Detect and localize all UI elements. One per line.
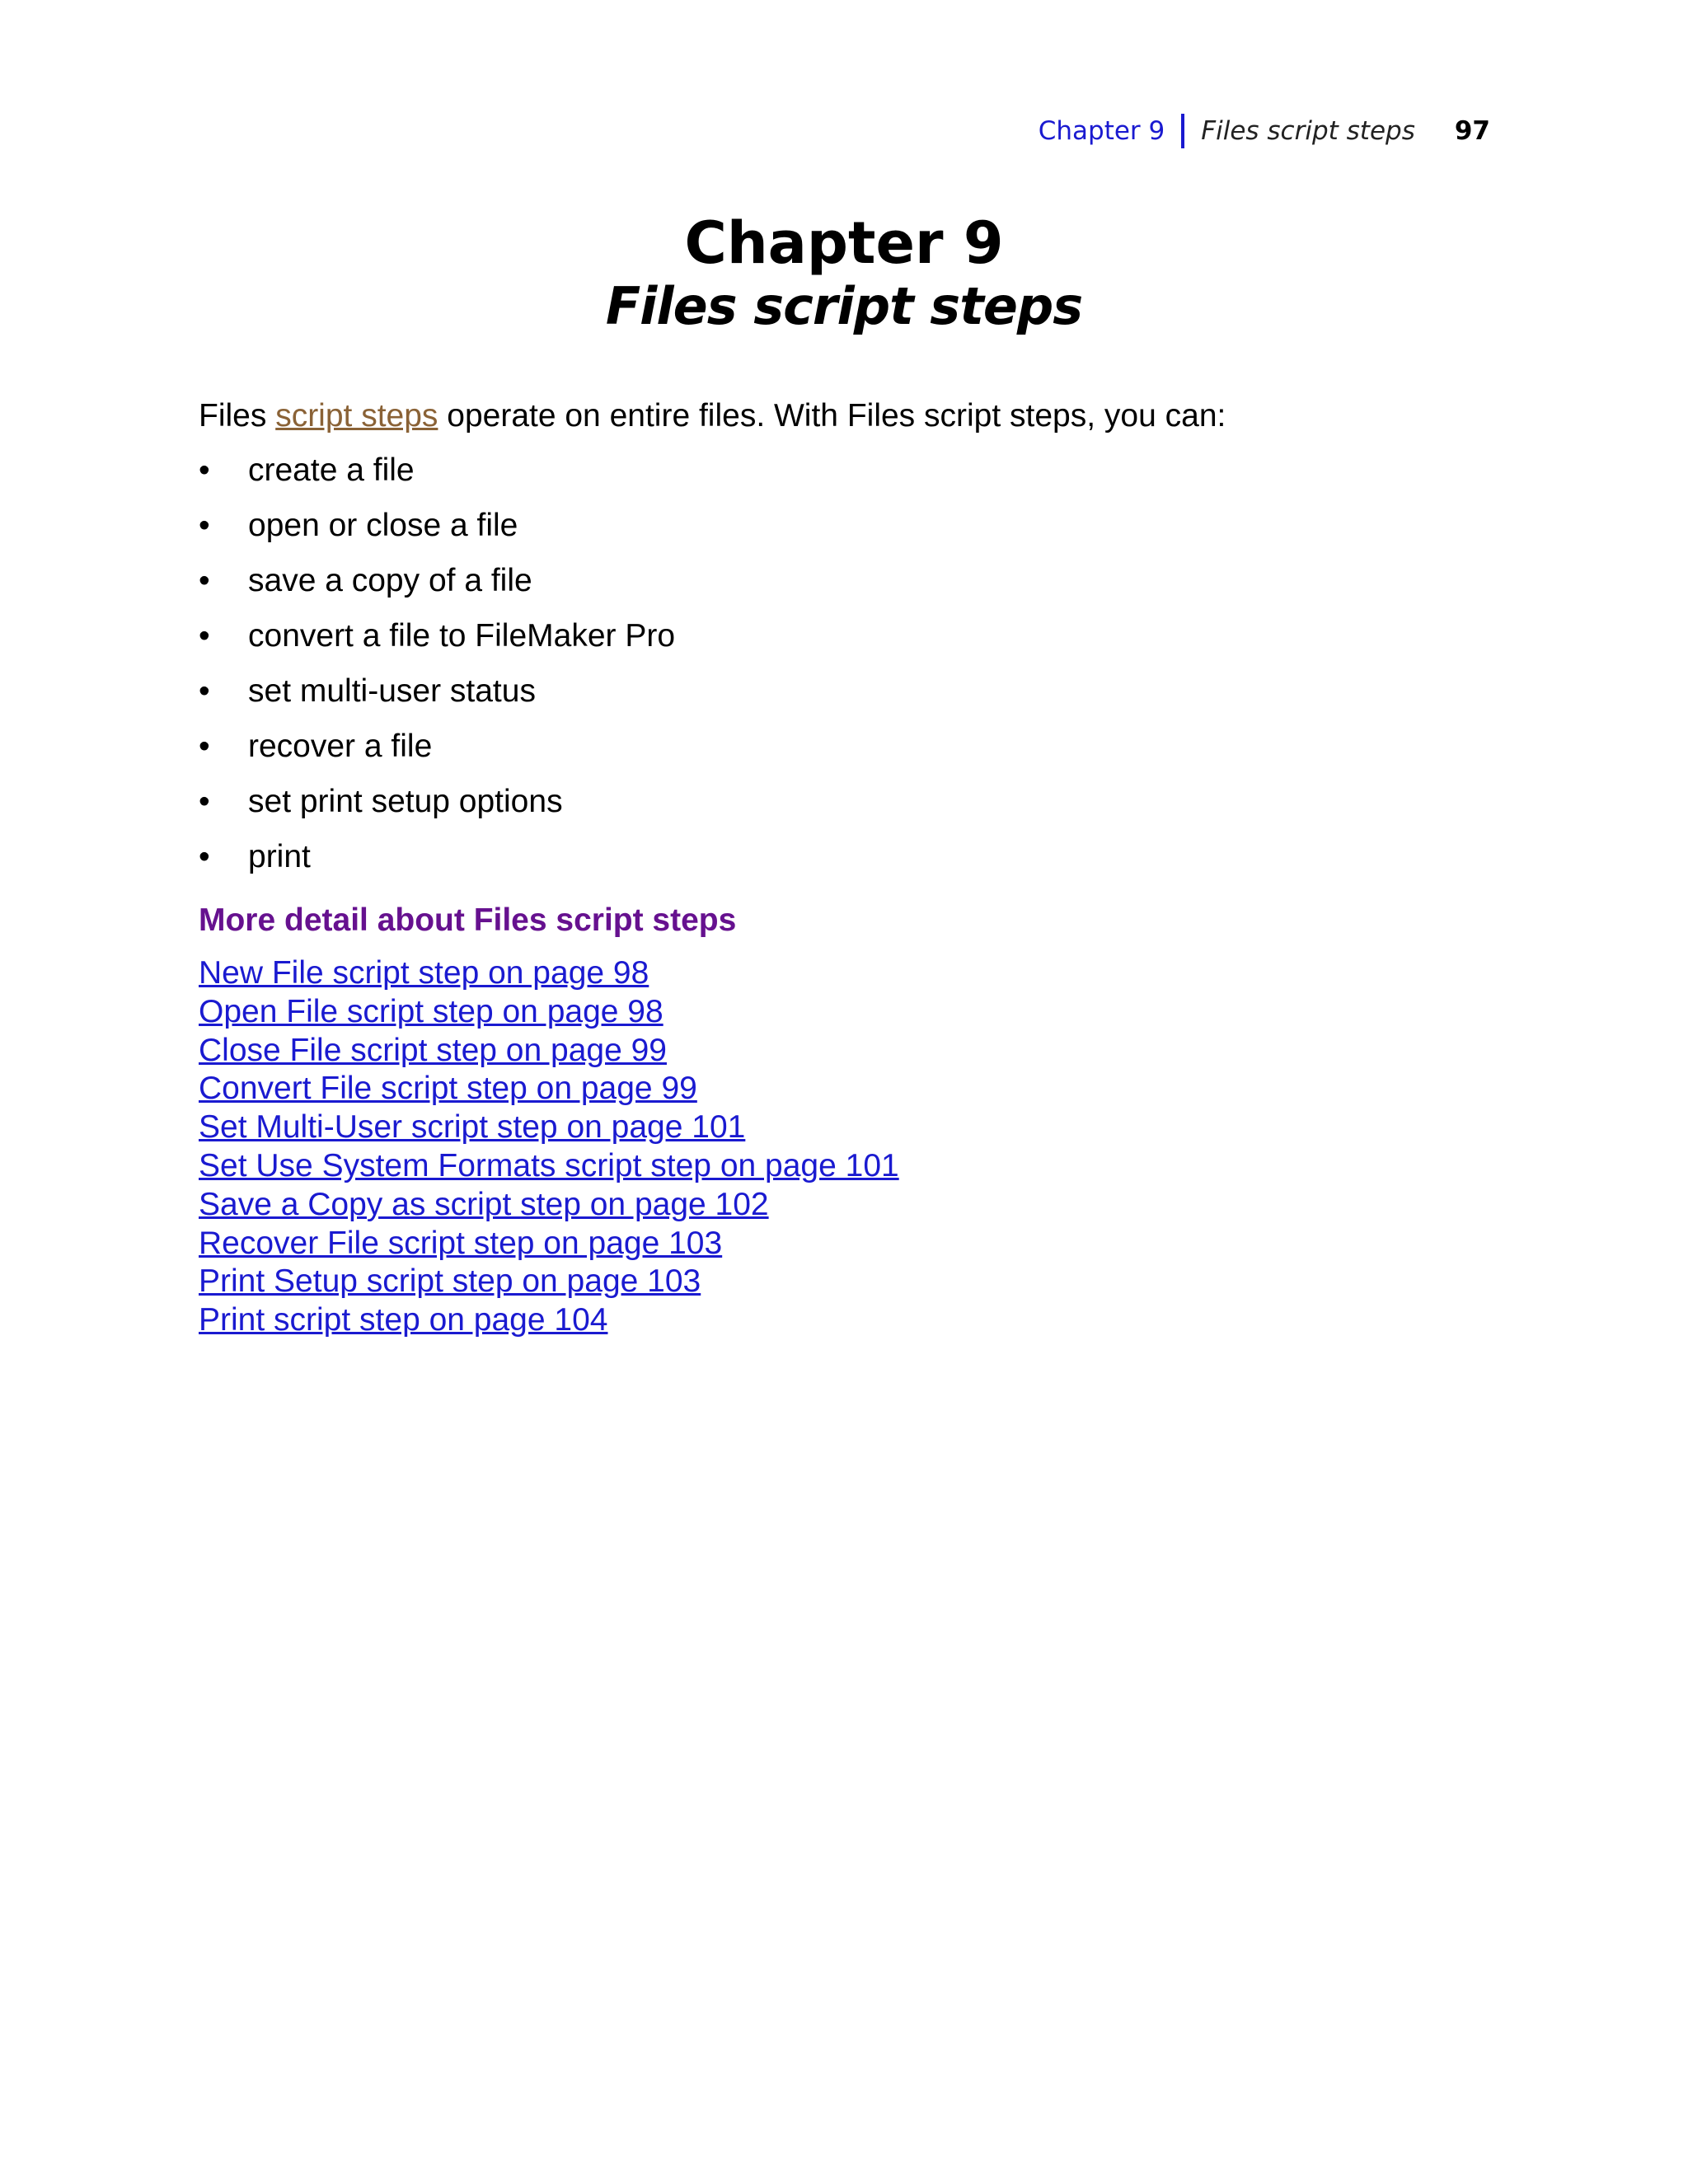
- link-item: [199, 1301, 1517, 1340]
- bullet-icon: •: [199, 673, 210, 709]
- link-item: [199, 1032, 1517, 1071]
- script-steps-link[interactable]: script steps: [275, 398, 438, 434]
- link-open-file[interactable]: Open File script step on page 98: [199, 993, 663, 1029]
- chapter-title: Chapter 9: [684, 209, 1004, 277]
- intro-text-before: Files: [199, 398, 276, 434]
- link-print-setup[interactable]: Print Setup script step on page 103: [199, 1263, 701, 1300]
- running-header: [1039, 114, 1490, 148]
- page-number: 97: [1454, 115, 1490, 146]
- capabilities-list: [199, 448, 1517, 890]
- link-save-a-copy-as[interactable]: Save a Copy as script step on page 102: [199, 1186, 769, 1222]
- list-item: [199, 614, 1517, 669]
- link-item: [199, 1186, 1517, 1225]
- list-item: [199, 669, 1517, 724]
- list-item-text: save a copy of a file: [248, 563, 532, 598]
- bullet-icon: •: [199, 452, 210, 488]
- intro-paragraph: [199, 394, 1517, 438]
- bullet-icon: •: [199, 508, 210, 543]
- list-item: [199, 504, 1517, 559]
- link-item: [199, 1263, 1517, 1301]
- link-new-file[interactable]: New File script step on page 98: [199, 955, 649, 991]
- link-recover-file[interactable]: Recover File script step on page 103: [199, 1225, 723, 1261]
- list-item-text: set multi-user status: [248, 673, 536, 709]
- link-item: [199, 1147, 1517, 1186]
- link-convert-file[interactable]: Convert File script step on page 99: [199, 1071, 697, 1107]
- list-item-text: set print setup options: [248, 784, 563, 819]
- link-item: [199, 954, 1517, 993]
- detail-links: [199, 954, 1517, 1340]
- bullet-icon: •: [199, 839, 210, 874]
- intro-text-after: operate on entire files. With Files script steps, you can:: [438, 398, 1226, 434]
- main-content: [199, 394, 1517, 1340]
- list-item-text: convert a file to FileMaker Pro: [248, 618, 676, 654]
- link-set-multi-user[interactable]: Set Multi-User script step on page 101: [199, 1109, 746, 1146]
- bullet-icon: •: [199, 784, 210, 819]
- link-item: [199, 993, 1517, 1032]
- list-item: [199, 559, 1517, 614]
- running-header-divider: [1181, 114, 1184, 148]
- list-item-text: print: [248, 839, 311, 874]
- bullet-icon: •: [199, 618, 210, 654]
- link-item: [199, 1225, 1517, 1263]
- running-header-section: Files script steps: [1201, 115, 1415, 146]
- link-print[interactable]: Print script step on page 104: [199, 1302, 608, 1338]
- chapter-subtitle: Files script steps: [605, 276, 1083, 336]
- link-set-use-system-formats[interactable]: Set Use System Formats script step on page 101: [199, 1147, 899, 1183]
- list-item: [199, 835, 1517, 890]
- link-item: [199, 1108, 1517, 1147]
- list-item-text: create a file: [248, 452, 415, 488]
- list-item: [199, 724, 1517, 780]
- link-item: [199, 1070, 1517, 1108]
- list-item: [199, 448, 1517, 504]
- bullet-icon: •: [199, 729, 210, 764]
- list-item: [199, 780, 1517, 835]
- bullet-icon: •: [199, 563, 210, 598]
- list-item-text: open or close a file: [248, 508, 518, 543]
- list-item-text: recover a file: [248, 729, 433, 764]
- link-close-file[interactable]: Close File script step on page 99: [199, 1032, 667, 1068]
- running-header-chapter: Chapter 9: [1038, 115, 1165, 146]
- section-heading: More detail about Files script steps: [199, 902, 737, 938]
